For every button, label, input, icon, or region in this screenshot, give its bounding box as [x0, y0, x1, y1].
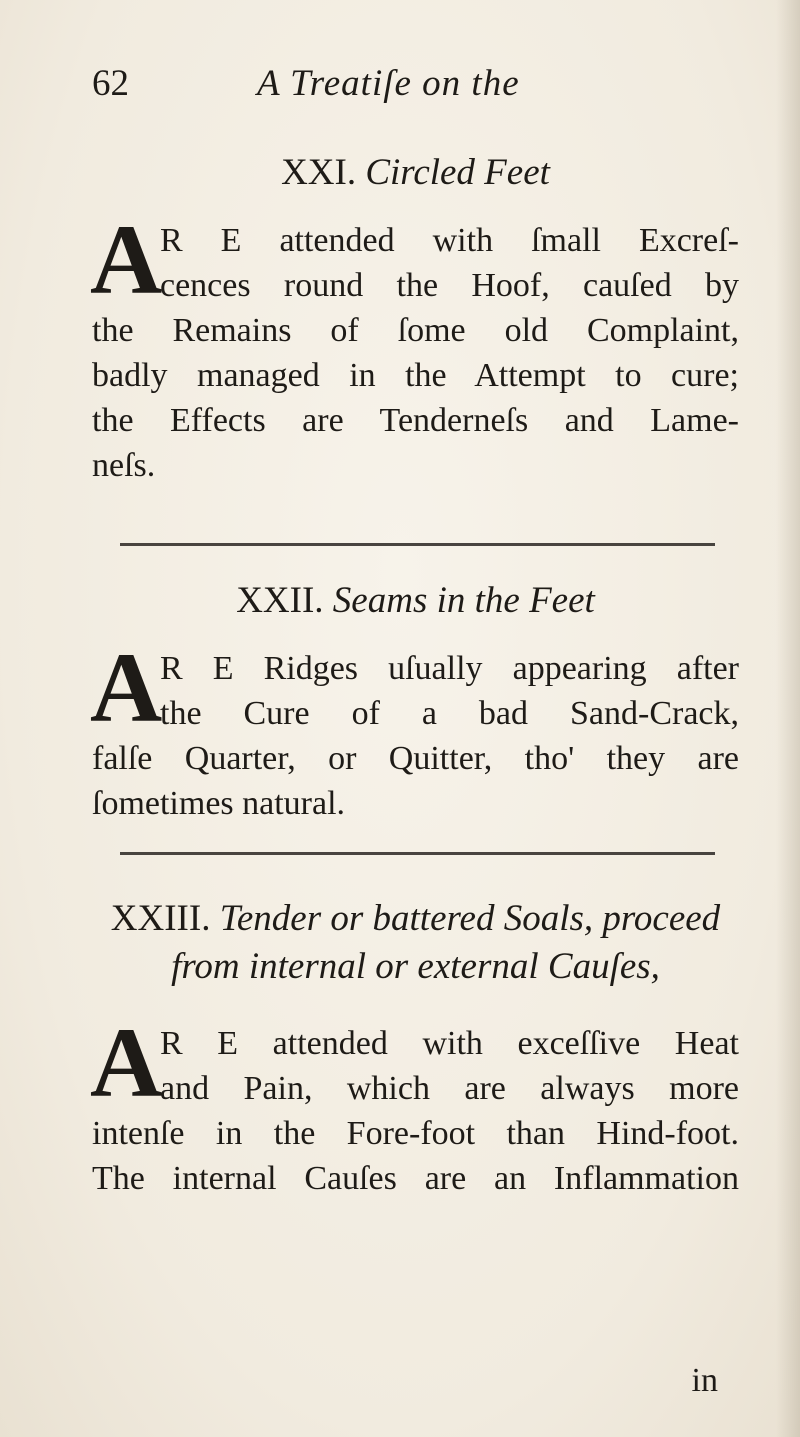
- section-xxiii: [92, 895, 739, 1201]
- section-number: XXII.: [236, 580, 324, 621]
- text-line: [92, 691, 739, 736]
- section-number: XXIII.: [110, 898, 211, 939]
- drop-cap: A: [90, 632, 163, 743]
- section-xxi: [92, 150, 739, 488]
- section-title: Seams in the Feet: [332, 580, 595, 621]
- line-text: cences round the Hoof, cauſed by: [160, 267, 739, 304]
- text-line: ſometimes natural.: [92, 785, 346, 822]
- line-text: R E attended with ſmall Excreſ-: [160, 222, 739, 259]
- text-line: [92, 263, 739, 308]
- section-title-continued: from internal or external Cauſes,: [171, 946, 660, 987]
- text-line: The internal Cauſes are an Inflammation: [92, 1160, 739, 1197]
- section-title: Tender or battered Soals, proceed: [219, 898, 721, 939]
- text-line: [92, 1066, 739, 1111]
- drop-cap: A: [90, 204, 163, 315]
- running-title: A Treatiſe on the: [257, 63, 520, 104]
- line-text: R E Ridges uſually appearing after: [160, 650, 739, 687]
- section-body: [90, 1007, 739, 1201]
- section-heading: [92, 895, 739, 991]
- section-divider: [120, 543, 715, 546]
- section-body: [90, 204, 739, 488]
- section-number: XXI.: [281, 152, 357, 193]
- page-header: [92, 62, 732, 112]
- text-line: neſs.: [92, 447, 156, 484]
- heading-line: [92, 895, 739, 943]
- line-text: the Cure of a bad Sand-Crack,: [160, 695, 739, 732]
- line-text: and Pain, which are always more: [160, 1070, 739, 1107]
- section-body: [90, 632, 739, 826]
- section-xxii: [92, 578, 739, 826]
- section-title: Circled Feet: [365, 152, 550, 193]
- page-edge-shadow: [776, 0, 800, 1437]
- line-text: R E attended with exceſſive Heat: [160, 1025, 739, 1062]
- section-heading: [92, 578, 739, 624]
- drop-cap: A: [90, 1007, 163, 1118]
- section-divider: [120, 852, 715, 855]
- text-line: the Remains of ſome old Complaint,: [92, 312, 739, 349]
- text-line: the Effects are Tenderneſs and Lame-: [92, 402, 739, 439]
- page-number: 62: [92, 63, 129, 104]
- catchword: in: [691, 1362, 718, 1399]
- text-line: intenſe in the Fore-foot than Hind-foot.: [92, 1115, 739, 1152]
- text-line: badly managed in the Attempt to cure;: [92, 357, 739, 394]
- section-heading: [92, 150, 739, 196]
- text-line: falſe Quarter, or Quitter, tho' they are: [92, 740, 739, 777]
